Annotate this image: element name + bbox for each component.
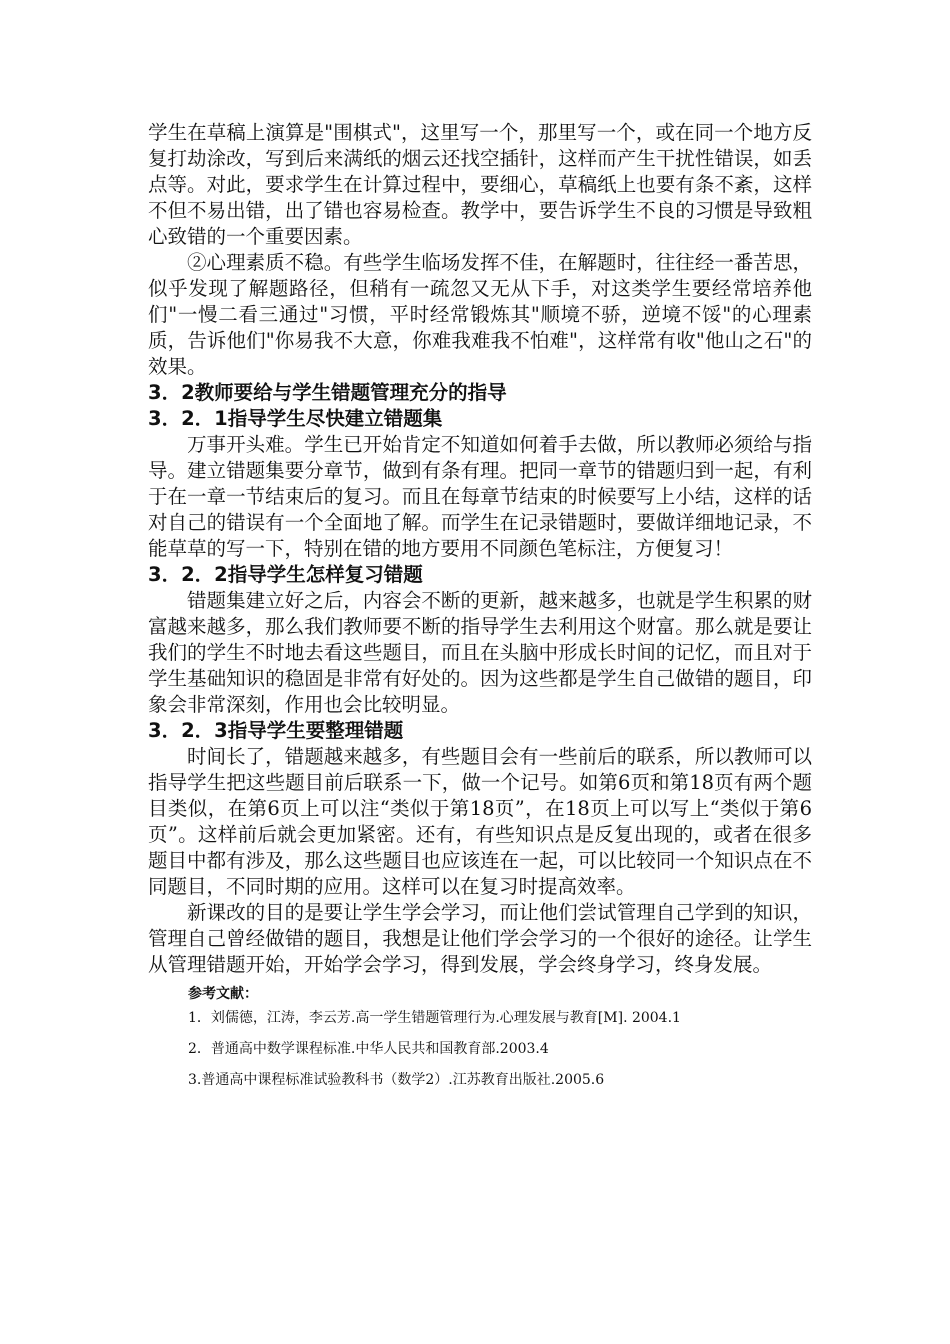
document-page [148, 120, 812, 1101]
references-title: 参考文献： [188, 986, 258, 1002]
paragraph-organize-errors: 时间长了，错题越来越多，有些题目会有一些前后的联系，所以教师可以指导学生把这些题目前后联系一下，做一个记号。如第6页和第18页有两个题目类似，在第6页上可以注“类似于第18页”，在18页上可以写上“类似于第6页”。这样前后就会更加紧密。还有，有些知识点是反复出现的，或者在很多题目中都有涉及，那么这些题目也应该连在一起，可以比较同一个知识点在不同题目，不同时期的应用。这样可以在复习时提高效率。 [148, 745, 812, 898]
reference-item: 3.普通高中课程标准试验教科书（数学2）.江苏教育出版社.2005.6 [188, 1072, 605, 1088]
paragraph-draft-habits: 学生在草稿上演算是"围棋式"，这里写一个，那里写一个，或在同一个地方反复打劫涂改，写到后来满纸的烟云还找空插针，这样而产生干扰性错误，如丢点等。对此，要求学生在计算过程中，要细心，草稿纸上也要有条不紊，这样不但不易出错，出了错也容易检查。教学中，要告诉学生不良的习惯是导致粗心致错的一个重要因素。 [148, 121, 812, 248]
reference-item: 2．普通高中数学课程标准.中华人民共和国教育部.2003.4 [188, 1041, 549, 1057]
section-heading-3-2-1: 3．2．1指导学生尽快建立错题集 [148, 407, 443, 430]
section-heading-3-2-3: 3．2．3指导学生要整理错题 [148, 719, 404, 742]
paragraph-psychological-quality: ②心理素质不稳。有些学生临场发挥不佳，在解题时，往往经一番苦思，似乎发现了解题路径，但稍有一疏忽又无从下手，对这类学生要经常培养他们"一慢二看三通过"习惯，平时经常锻炼其"顺境不骄，逆境不馁"的心理素质，告诉他们"你易我不大意，你难我难我不怕难"，这样常有收"他山之石"的效果。 [148, 251, 812, 378]
section-heading-3-2-2: 3．2．2指导学生怎样复习错题 [148, 563, 423, 586]
paragraph-conclusion: 新课改的目的是要让学生学会学习，而让他们尝试管理自己学到的知识，管理自己曾经做错的题目，我想是让他们学会学习的一个很好的途径。让学生从管理错题开始，开始学会学习，得到发展，学会终身学习，终身发展。 [148, 901, 812, 976]
paragraph-build-error-collection: 万事开头难。学生已开始肯定不知道如何着手去做，所以教师必须给与指导。建立错题集要分章节，做到有条有理。把同一章节的错题归到一起，有利于在一章一节结束后的复习。而且在每章节结束的时候要写上小结，这样的话对自己的错误有一个全面地了解。而学生在记录错题时，要做详细地记录，不能草草的写一下，特别在错的地方要用不同颜色笔标注，方便复习！ [148, 433, 812, 560]
section-heading-3-2: 3．2教师要给与学生错题管理充分的指导 [148, 381, 507, 404]
reference-item: 1．刘儒德，江涛，李云芳.高一学生错题管理行为.心理发展与教育[M]. 2004.1 [188, 1010, 681, 1026]
paragraph-review-errors: 错题集建立好之后，内容会不断的更新，越来越多，也就是学生积累的财富越来越多，那么我们教师要不断的指导学生去利用这个财富。那么就是要让我们的学生不时地去看这些题目，而且在头脑中形成长时间的记忆，而且对于学生基础知识的稳固是非常有好处的。因为这些都是学生自己做错的题目，印象会非常深刻，作用也会比较明显。 [148, 589, 812, 716]
references-list [148, 1008, 812, 1090]
